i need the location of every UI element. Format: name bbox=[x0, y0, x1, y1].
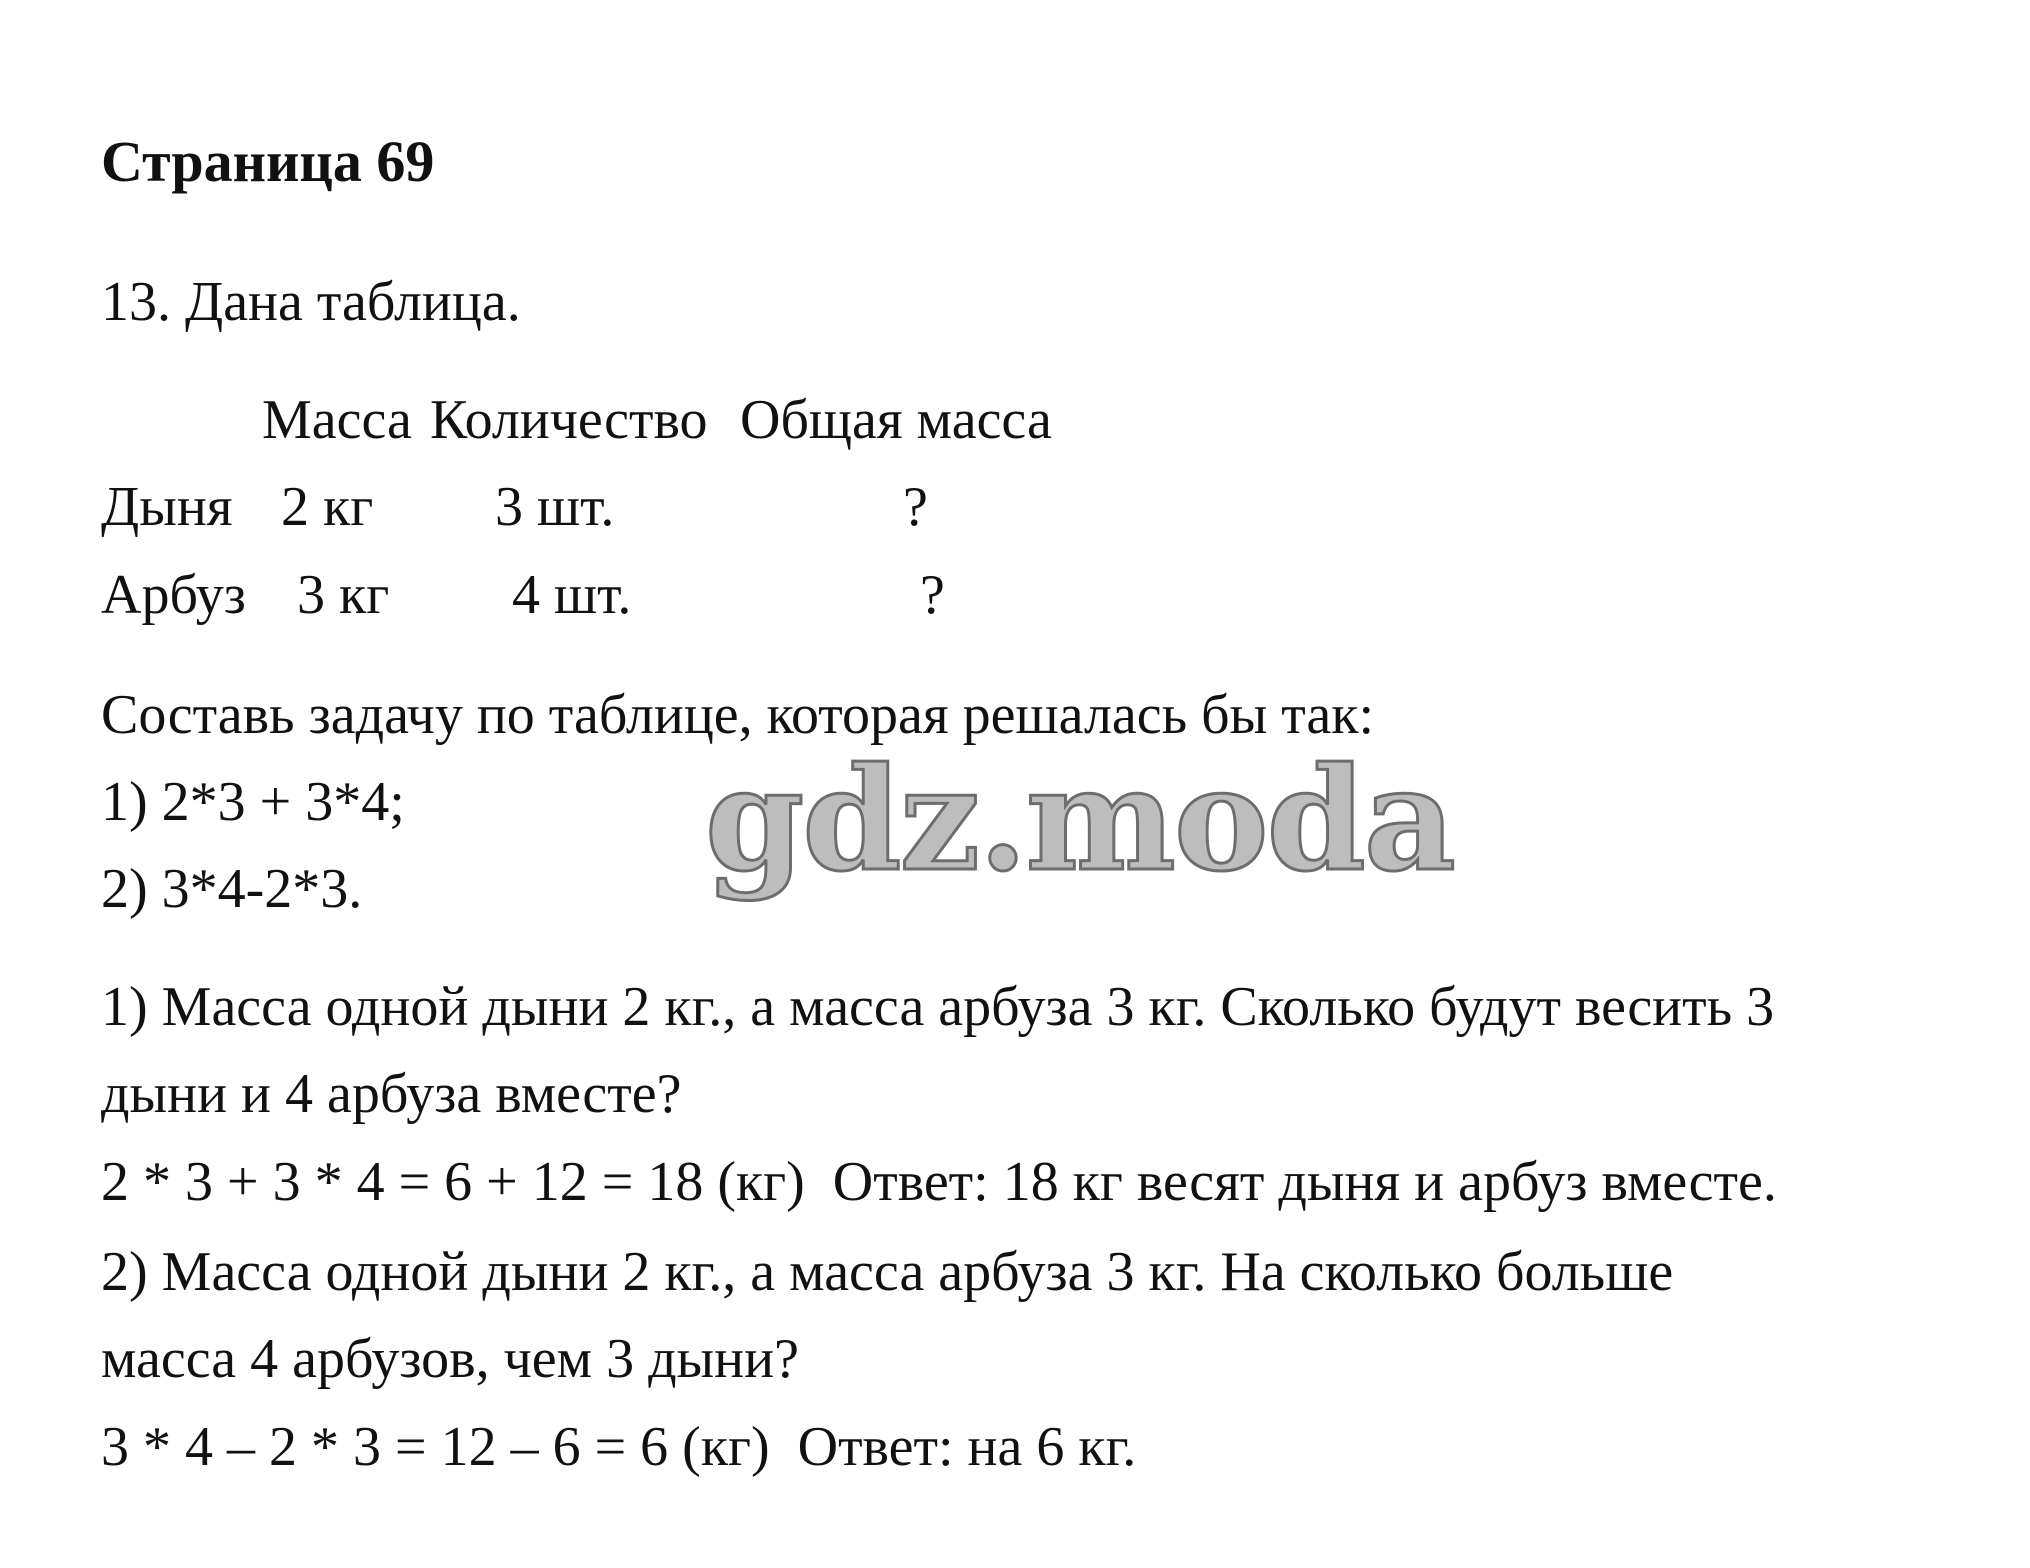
table-cell-mass: 3 кг bbox=[297, 564, 390, 626]
table-row-name: Арбуз bbox=[101, 564, 246, 626]
solution-1-answer: 2 * 3 + 3 * 4 = 6 + 12 = 18 (кг) Ответ: 18 кг весят дыня и арбуз вместе. bbox=[101, 1151, 1777, 1213]
task-expression-2: 2) 3*4-2*3. bbox=[101, 858, 363, 920]
task-prompt: Составь задачу по таблице, которая решалась бы так: bbox=[101, 684, 1375, 746]
table-cell-count: 3 шт. bbox=[495, 476, 615, 538]
table-cell-count: 4 шт. bbox=[512, 564, 632, 626]
table-header-mass: Масса bbox=[262, 389, 412, 451]
solution-1-problem-line-1: 1) Масса одной дыни 2 кг., а масса арбуза 3 кг. Сколько будут весить 3 bbox=[101, 976, 1775, 1038]
table-cell-total: ? bbox=[903, 476, 928, 538]
solution-2-answer: 3 * 4 – 2 * 3 = 12 – 6 = 6 (кг) Ответ: на 6 кг. bbox=[101, 1416, 1137, 1478]
page-heading: Страница 69 bbox=[101, 129, 435, 194]
solution-2-problem-line-2: масса 4 арбузов, чем 3 дыни? bbox=[101, 1328, 799, 1390]
table-header-total: Общая масса bbox=[740, 389, 1052, 451]
watermark-logo: gdz.moda bbox=[705, 737, 1454, 903]
solution-2-problem-line-1: 2) Масса одной дыни 2 кг., а масса арбуза 3 кг. На сколько больше bbox=[101, 1241, 1674, 1303]
table-row-name: Дыня bbox=[101, 476, 233, 538]
table-header-count: Количество bbox=[430, 389, 708, 451]
solution-1-problem-line-2: дыни и 4 арбуза вместе? bbox=[101, 1063, 682, 1125]
task-title: 13. Дана таблица. bbox=[101, 271, 521, 333]
task-expression-1: 1) 2*3 + 3*4; bbox=[101, 771, 405, 833]
table-cell-total: ? bbox=[920, 564, 945, 626]
table-cell-mass: 2 кг bbox=[281, 476, 374, 538]
